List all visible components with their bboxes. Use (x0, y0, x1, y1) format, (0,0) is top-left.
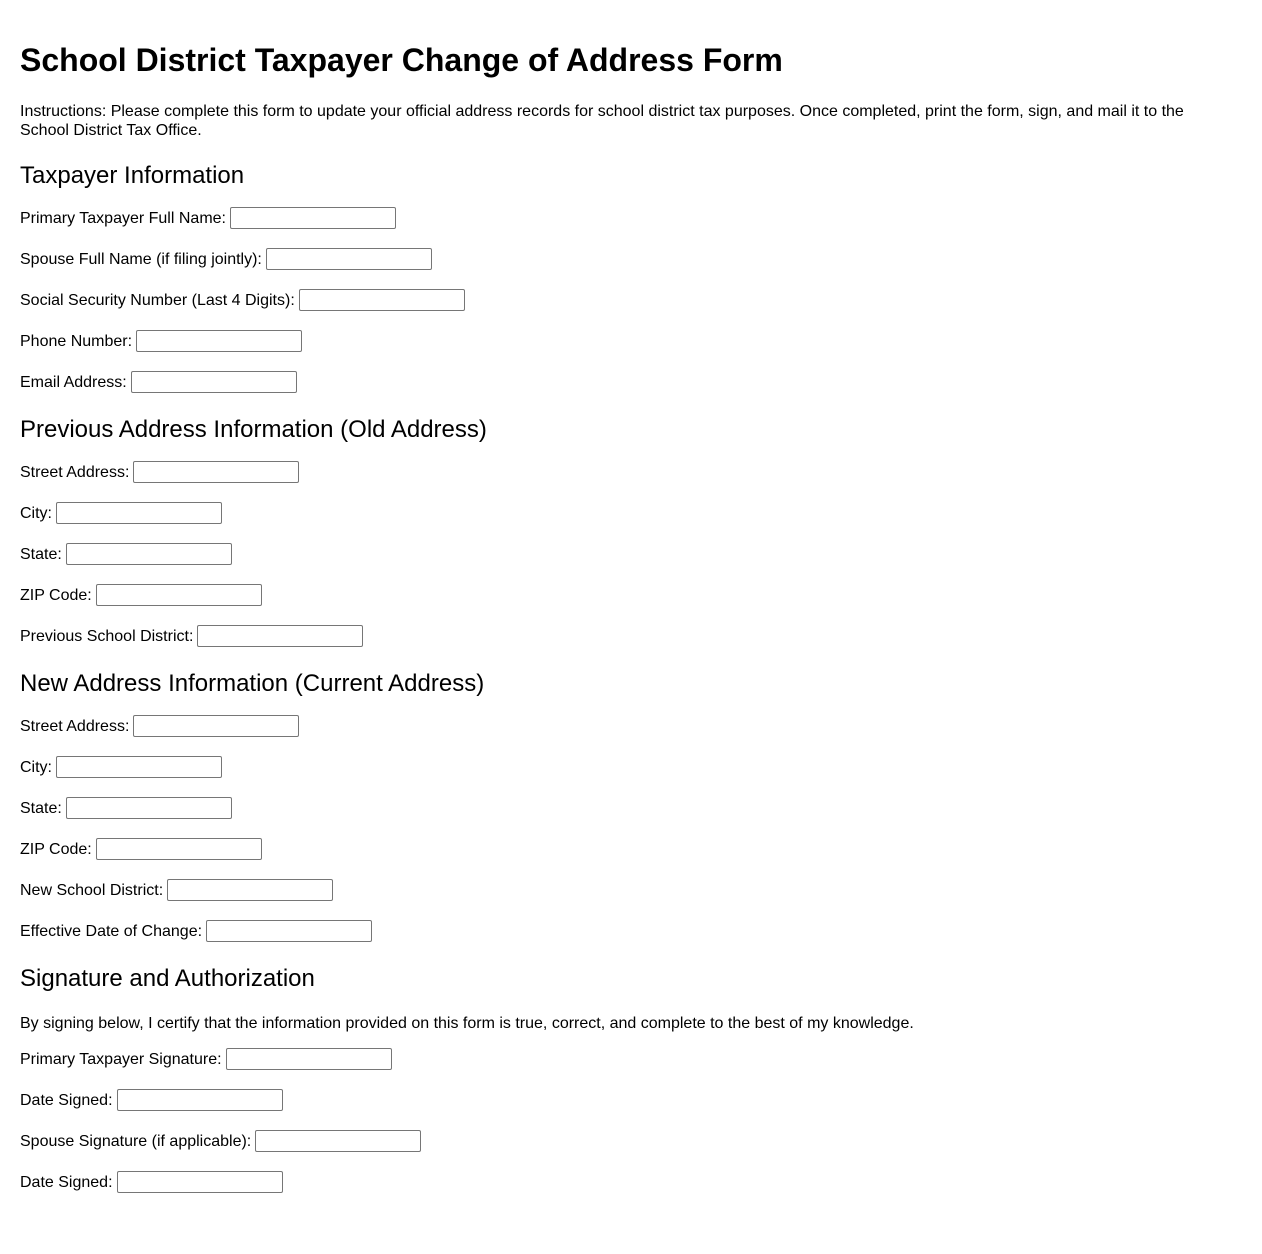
old-state-label: State: (20, 545, 62, 563)
spouse-date-signed-input[interactable] (117, 1171, 283, 1193)
new-street-input[interactable] (133, 715, 299, 737)
new-state-input[interactable] (66, 797, 232, 819)
spouse-name-input[interactable] (266, 248, 432, 270)
new-zip-input[interactable] (96, 838, 262, 860)
new-city-input[interactable] (56, 756, 222, 778)
email-input[interactable] (131, 371, 297, 393)
field-row-spouse-signature (20, 1130, 1242, 1152)
ssn-last4-label: Social Security Number (Last 4 Digits): (20, 291, 295, 309)
field-row-old-zip (20, 584, 1242, 606)
field-row-primary-date-signed (20, 1089, 1242, 1111)
spouse-name-label: Spouse Full Name (if filing jointly): (20, 250, 262, 268)
field-row-primary-name (20, 207, 1242, 229)
new-district-input[interactable] (167, 879, 333, 901)
new-state-label: State: (20, 799, 62, 817)
primary-name-input[interactable] (230, 207, 396, 229)
section-heading-new-address: New Address Information (Current Address) (20, 670, 485, 697)
instructions-text: Instructions: Please complete this form to update your official address records for school district tax purposes. Once completed, print the form, sign, and mail it to the School District Tax Office. (20, 103, 1184, 139)
section-heading-signature: Signature and Authorization (20, 965, 315, 992)
field-row-new-street (20, 715, 1242, 737)
effective-date-input[interactable] (206, 920, 372, 942)
primary-date-signed-label: Date Signed: (20, 1091, 113, 1109)
spouse-signature-input[interactable] (255, 1130, 421, 1152)
spouse-date-signed-label: Date Signed: (20, 1173, 113, 1191)
ssn-last4-input[interactable] (299, 289, 465, 311)
field-row-effective-date (20, 920, 1242, 942)
primary-signature-input[interactable] (226, 1048, 392, 1070)
form-page (0, 41, 1262, 1193)
email-label: Email Address: (20, 373, 127, 391)
field-row-ssn-last4 (20, 289, 1242, 311)
field-row-new-district (20, 879, 1242, 901)
field-row-new-state (20, 797, 1242, 819)
field-row-email (20, 371, 1242, 393)
primary-name-label: Primary Taxpayer Full Name: (20, 209, 226, 227)
primary-signature-label: Primary Taxpayer Signature: (20, 1050, 222, 1068)
field-row-old-city (20, 502, 1242, 524)
new-city-label: City: (20, 758, 52, 776)
new-district-label: New School District: (20, 881, 164, 899)
old-city-label: City: (20, 504, 52, 522)
field-row-previous-district (20, 625, 1242, 647)
new-street-label: Street Address: (20, 717, 130, 735)
field-row-old-street (20, 461, 1242, 483)
field-row-spouse-date-signed (20, 1171, 1242, 1193)
field-row-spouse-name (20, 248, 1242, 270)
old-zip-label: ZIP Code: (20, 586, 92, 604)
field-row-new-city (20, 756, 1242, 778)
section-heading-previous-address: Previous Address Information (Old Address) (20, 416, 487, 443)
field-row-primary-signature (20, 1048, 1242, 1070)
field-row-new-zip (20, 838, 1242, 860)
old-street-label: Street Address: (20, 463, 130, 481)
phone-label: Phone Number: (20, 332, 133, 350)
field-row-phone (20, 330, 1242, 352)
field-row-old-state (20, 543, 1242, 565)
new-zip-label: ZIP Code: (20, 840, 92, 858)
old-street-input[interactable] (133, 461, 299, 483)
primary-date-signed-input[interactable] (117, 1089, 283, 1111)
section-heading-taxpayer: Taxpayer Information (20, 162, 245, 189)
old-state-input[interactable] (66, 543, 232, 565)
effective-date-label: Effective Date of Change: (20, 922, 203, 940)
old-city-input[interactable] (56, 502, 222, 524)
old-zip-input[interactable] (96, 584, 262, 606)
certification-text: By signing below, I certify that the information provided on this form is true, correct, and complete to the best of my knowledge. (20, 1015, 914, 1032)
phone-input[interactable] (136, 330, 302, 352)
page-title: School District Taxpayer Change of Address Form (20, 42, 783, 78)
spouse-signature-label: Spouse Signature (if applicable): (20, 1132, 252, 1150)
previous-district-label: Previous School District: (20, 627, 194, 645)
previous-district-input[interactable] (197, 625, 363, 647)
